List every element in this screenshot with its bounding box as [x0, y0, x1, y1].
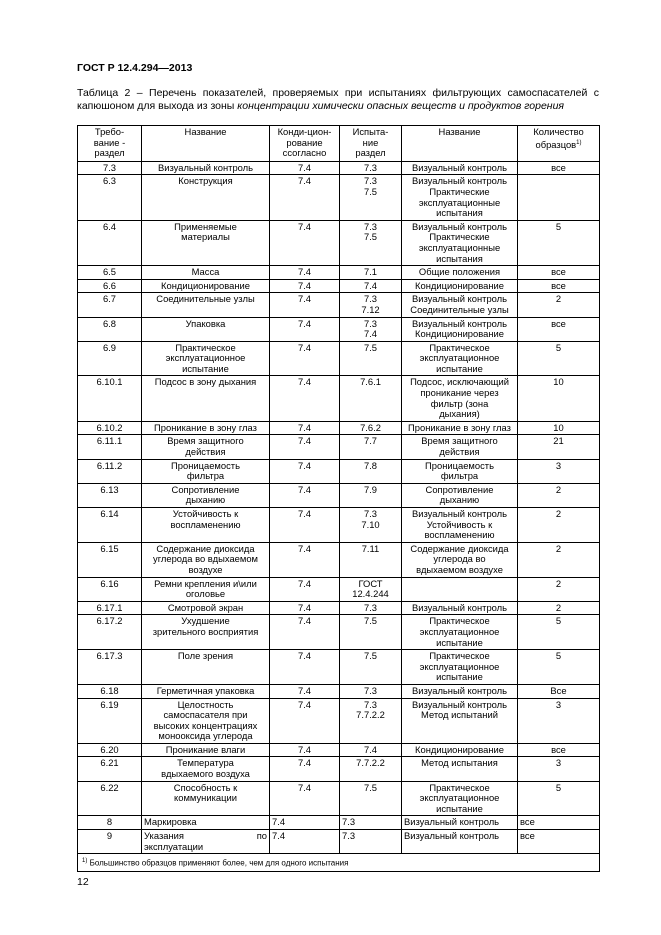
cell-requirement: 6.8	[78, 317, 142, 341]
table-row	[78, 435, 600, 459]
cell-conditioning: 7.4	[270, 816, 340, 830]
table-row	[78, 757, 600, 781]
cell-sample-count: 21	[518, 435, 600, 459]
cell-test-section: 7.4	[340, 279, 402, 293]
cell-test-name: Содержание диоксида углерода во вдыхаемом воздухе	[402, 542, 518, 577]
cell-requirement: 6.22	[78, 781, 142, 816]
cell-sample-count: все	[518, 830, 600, 854]
cell-test-name: Визуальный контроль Кондиционирование	[402, 317, 518, 341]
cell-test-section: 7.5	[340, 650, 402, 685]
table-row	[78, 459, 600, 483]
table-row	[78, 684, 600, 698]
cell-sample-count: все	[518, 279, 600, 293]
cell-conditioning: 7.4	[270, 459, 340, 483]
cell-conditioning: 7.4	[270, 293, 340, 317]
cell-requirement: 6.19	[78, 698, 142, 743]
cell-requirement: 6.16	[78, 577, 142, 601]
cell-name: Сопротивление дыханию	[142, 483, 270, 507]
cell-test-section: 7.1	[340, 266, 402, 280]
table-body	[78, 161, 600, 816]
cell-test-name: Сопротивление дыханию	[402, 483, 518, 507]
table-row	[78, 175, 600, 220]
cell-name: Ремни крепления и\или оголовье	[142, 577, 270, 601]
col-header-test-name: Название	[402, 126, 518, 162]
cell-sample-count: 3	[518, 757, 600, 781]
table-row	[78, 293, 600, 317]
cell-name: Температура вдыхаемого воздуха	[142, 757, 270, 781]
cell-test-name: Проникание в зону глаз	[402, 421, 518, 435]
cell-conditioning: 7.4	[270, 279, 340, 293]
cell-test-name	[402, 577, 518, 601]
cell-sample-count: 5	[518, 220, 600, 265]
cell-requirement: 6.6	[78, 279, 142, 293]
cell-conditioning: 7.4	[270, 757, 340, 781]
cell-test-name: Подсос, исключающий проникание через фильтр (зона дыхания)	[402, 376, 518, 421]
cell-sample-count: 2	[518, 508, 600, 543]
cell-test-name: Визуальный контроль Практические эксплуатационные испытания	[402, 220, 518, 265]
table-row	[78, 341, 600, 376]
cell-sample-count: 2	[518, 601, 600, 615]
cell-requirement: 6.21	[78, 757, 142, 781]
cell-name: Герметичная упаковка	[142, 684, 270, 698]
cell-test-name: Визуальный контроль Практические эксплуатационные испытания	[402, 175, 518, 220]
table-row	[78, 743, 600, 757]
cell-test-name: Визуальный контроль	[402, 601, 518, 615]
name-part: по	[256, 830, 267, 842]
cell-test-section: 7.3	[340, 816, 402, 830]
cell-sample-count: 5	[518, 615, 600, 650]
cell-test-name: Время защитного действия	[402, 435, 518, 459]
table-row	[78, 698, 600, 743]
cell-name: Подсос в зону дыхания	[142, 376, 270, 421]
cell-conditioning: 7.4	[270, 266, 340, 280]
cell-sample-count: все	[518, 161, 600, 175]
col-header-sample-count	[518, 126, 600, 162]
cell-test-section: 7.3 7.10	[340, 508, 402, 543]
col-header-conditioning: Конди-цион- рование ссогласно	[270, 126, 340, 162]
cell-test-name: Проницаемость фильтра	[402, 459, 518, 483]
cell-name: Визуальный контроль	[142, 161, 270, 175]
cell-name: Поле зрения	[142, 650, 270, 685]
cell-conditioning: 7.4	[270, 830, 340, 854]
cell-name: Время защитного действия	[142, 435, 270, 459]
cell-test-name: Визуальный контроль	[402, 684, 518, 698]
cell-test-name: Визуальный контроль	[402, 161, 518, 175]
cell-test-section: 7.6.1	[340, 376, 402, 421]
cell-requirement: 6.11.2	[78, 459, 142, 483]
cell-requirement: 8	[78, 816, 142, 830]
cell-conditioning: 7.4	[270, 220, 340, 265]
cell-name: Проникание в зону глаз	[142, 421, 270, 435]
cell-conditioning: 7.4	[270, 435, 340, 459]
table-row	[78, 601, 600, 615]
cell-test-section: 7.7.2.2	[340, 757, 402, 781]
cell-test-name: Практическое эксплуатационное испытание	[402, 615, 518, 650]
cell-test-name: Метод испытания	[402, 757, 518, 781]
cell-requirement: 6.5	[78, 266, 142, 280]
cell-conditioning: 7.4	[270, 650, 340, 685]
cell-test-section: 7.5	[340, 615, 402, 650]
cell-name: Смотровой экран	[142, 601, 270, 615]
table-row	[78, 421, 600, 435]
cell-test-section: 7.3	[340, 161, 402, 175]
cell-name: Применяемые материалы	[142, 220, 270, 265]
cell-sample-count: 3	[518, 698, 600, 743]
cell-sample-count: все	[518, 266, 600, 280]
cell-test-section: 7.3	[340, 601, 402, 615]
table-row	[78, 781, 600, 816]
cell-name: Соединительные узлы	[142, 293, 270, 317]
table-row	[78, 650, 600, 685]
cell-requirement: 6.7	[78, 293, 142, 317]
cell-test-name: Визуальный контроль	[402, 816, 518, 830]
indicators-table	[77, 125, 600, 872]
cell-requirement: 6.14	[78, 508, 142, 543]
cell-name: Ухудшение зрительного восприятия	[142, 615, 270, 650]
table-row	[78, 220, 600, 265]
cell-requirement: 9	[78, 830, 142, 854]
cell-test-section: 7.11	[340, 542, 402, 577]
cell-requirement: 6.17.1	[78, 601, 142, 615]
sample-count-label: Количество образцов	[533, 126, 584, 150]
cell-sample-count: 5	[518, 781, 600, 816]
cell-test-section: 7.9	[340, 483, 402, 507]
table-row	[78, 542, 600, 577]
cell-conditioning: 7.4	[270, 161, 340, 175]
table-tail	[78, 816, 600, 872]
cell-sample-count: 2	[518, 293, 600, 317]
cell-conditioning: 7.4	[270, 684, 340, 698]
cell-name: Содержание диоксида углерода во вдыхаемом воздухе	[142, 542, 270, 577]
cell-conditioning: 7.4	[270, 421, 340, 435]
cell-sample-count: все	[518, 317, 600, 341]
cell-name: Целостность самоспасателя при высоких концентрациях монооксида углерода	[142, 698, 270, 743]
cell-requirement: 6.11.1	[78, 435, 142, 459]
table-caption	[77, 87, 599, 113]
caption-text: Таблица 2 – Перечень показателей, проверяемых при испытаниях фильтрующих самоспасателей с капюшоном для выхода из зоны	[77, 87, 599, 112]
cell-name: Способность к коммуникации	[142, 781, 270, 816]
table-footnote	[78, 854, 600, 872]
cell-sample-count: все	[518, 816, 600, 830]
cell-conditioning: 7.4	[270, 698, 340, 743]
cell-name: Практическое эксплуатационное испытание	[142, 341, 270, 376]
cell-requirement: 6.18	[78, 684, 142, 698]
cell-conditioning: 7.4	[270, 781, 340, 816]
cell-name: Упаковка	[142, 317, 270, 341]
page-number: 12	[77, 876, 89, 888]
cell-test-section: 7.3 7.4	[340, 317, 402, 341]
cell-conditioning: 7.4	[270, 376, 340, 421]
footnote-text: Большинство образцов применяют более, чем для одного испытания	[89, 858, 349, 868]
cell-test-name: Общие положения	[402, 266, 518, 280]
cell-name: Проницаемость фильтра	[142, 459, 270, 483]
table-row	[78, 483, 600, 507]
table-row	[78, 577, 600, 601]
cell-requirement: 7.3	[78, 161, 142, 175]
cell-test-section: 7.4	[340, 743, 402, 757]
cell-conditioning: 7.4	[270, 317, 340, 341]
cell-requirement: 6.13	[78, 483, 142, 507]
cell-test-section: 7.3 7.7.2.2	[340, 698, 402, 743]
cell-sample-count: все	[518, 743, 600, 757]
sample-count-sup: 1)	[576, 139, 582, 146]
cell-conditioning: 7.4	[270, 615, 340, 650]
footnote-sup: 1)	[82, 858, 88, 865]
caption-italic: концентрации химически опасных веществ и продуктов горения	[237, 100, 565, 112]
cell-name	[142, 830, 270, 854]
cell-test-name: Практическое эксплуатационное испытание	[402, 341, 518, 376]
cell-conditioning: 7.4	[270, 601, 340, 615]
cell-conditioning: 7.4	[270, 483, 340, 507]
cell-sample-count: 2	[518, 577, 600, 601]
cell-requirement: 6.10.1	[78, 376, 142, 421]
cell-sample-count: 2	[518, 542, 600, 577]
table-row	[78, 317, 600, 341]
cell-test-name: Практическое эксплуатационное испытание	[402, 781, 518, 816]
cell-sample-count: Все	[518, 684, 600, 698]
cell-test-section: 7.7	[340, 435, 402, 459]
table-row	[78, 830, 600, 854]
cell-requirement: 6.20	[78, 743, 142, 757]
cell-conditioning: 7.4	[270, 341, 340, 376]
cell-name: Кондиционирование	[142, 279, 270, 293]
cell-sample-count: 10	[518, 376, 600, 421]
cell-test-name: Кондиционирование	[402, 279, 518, 293]
document-header: ГОСТ Р 12.4.294—2013	[77, 62, 193, 74]
table-header-row	[78, 126, 600, 162]
cell-test-name: Визуальный контроль	[402, 830, 518, 854]
cell-test-name: Визуальный контроль Соединительные узлы	[402, 293, 518, 317]
name-part: эксплуатации	[144, 840, 204, 852]
col-header-name: Название	[142, 126, 270, 162]
cell-requirement: 6.17.2	[78, 615, 142, 650]
cell-requirement: 6.17.3	[78, 650, 142, 685]
cell-name: Маркировка	[142, 816, 270, 830]
cell-sample-count: 5	[518, 341, 600, 376]
cell-test-section: 7.3	[340, 684, 402, 698]
cell-conditioning: 7.4	[270, 542, 340, 577]
cell-test-name: Визуальный контроль Устойчивость к воспламенению	[402, 508, 518, 543]
cell-test-section: 7.3 7.12	[340, 293, 402, 317]
cell-requirement: 6.3	[78, 175, 142, 220]
cell-requirement: 6.4	[78, 220, 142, 265]
cell-sample-count: 3	[518, 459, 600, 483]
cell-test-name: Визуальный контроль Метод испытаний	[402, 698, 518, 743]
col-header-requirement: Требо- вание - раздел	[78, 126, 142, 162]
cell-test-section: 7.5	[340, 341, 402, 376]
cell-test-section: 7.3 7.5	[340, 220, 402, 265]
table-row	[78, 816, 600, 830]
cell-name: Устойчивость к воспламенению	[142, 508, 270, 543]
cell-test-section: 7.3	[340, 830, 402, 854]
cell-conditioning: 7.4	[270, 508, 340, 543]
cell-sample-count: 2	[518, 483, 600, 507]
table-row	[78, 161, 600, 175]
cell-test-section: 7.6.2	[340, 421, 402, 435]
cell-name: Масса	[142, 266, 270, 280]
cell-test-section: 7.8	[340, 459, 402, 483]
table-row	[78, 266, 600, 280]
table-row	[78, 508, 600, 543]
table-row	[78, 615, 600, 650]
cell-sample-count: 10	[518, 421, 600, 435]
cell-requirement: 6.15	[78, 542, 142, 577]
table-row	[78, 376, 600, 421]
cell-conditioning: 7.4	[270, 577, 340, 601]
cell-test-section: ГОСТ 12.4.244	[340, 577, 402, 601]
name-part: Указания	[144, 830, 184, 842]
cell-conditioning: 7.4	[270, 743, 340, 757]
cell-test-name: Кондиционирование	[402, 743, 518, 757]
cell-sample-count: 5	[518, 650, 600, 685]
col-header-test-section: Испыта- ние раздел	[340, 126, 402, 162]
footnote-row	[78, 854, 600, 872]
table-row	[78, 279, 600, 293]
cell-name: Проникание влаги	[142, 743, 270, 757]
cell-requirement: 6.9	[78, 341, 142, 376]
cell-test-section: 7.3 7.5	[340, 175, 402, 220]
cell-name: Конструкция	[142, 175, 270, 220]
cell-sample-count	[518, 175, 600, 220]
cell-conditioning: 7.4	[270, 175, 340, 220]
cell-requirement: 6.10.2	[78, 421, 142, 435]
cell-test-section: 7.5	[340, 781, 402, 816]
cell-test-name: Практическое эксплуатационное испытание	[402, 650, 518, 685]
